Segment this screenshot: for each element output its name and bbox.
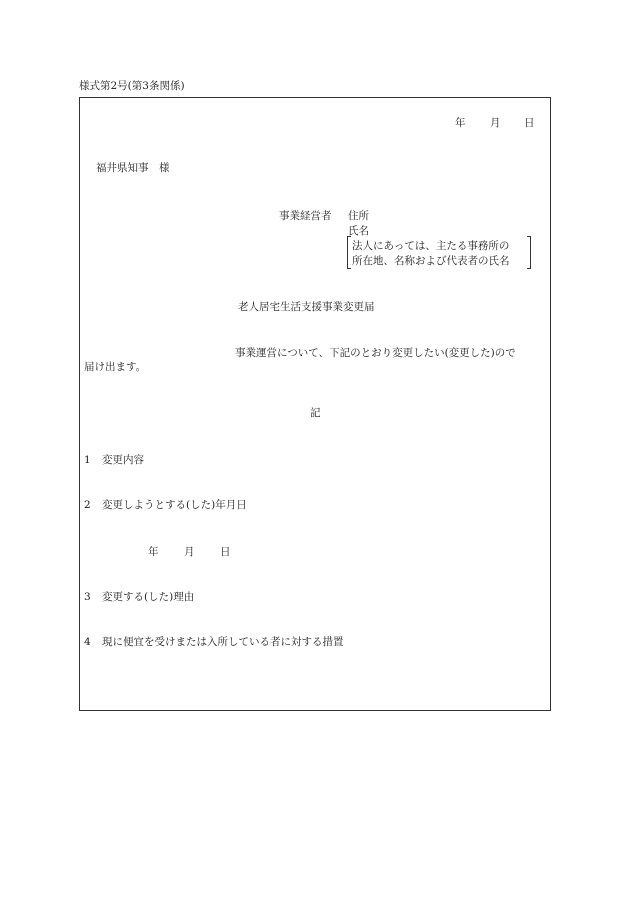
ki-heading: 記: [310, 407, 321, 419]
change-date-month-label: 月: [184, 546, 195, 558]
item-3-number: 3: [84, 591, 91, 603]
date-month-label: 月: [490, 117, 501, 129]
addressee: 福井県知事 様: [96, 162, 170, 174]
item-1-number: 1: [84, 454, 91, 466]
corporate-note-line2: 所在地、名称および代表者の氏名: [352, 255, 510, 267]
item-3-text: 変更する(した)理由: [102, 591, 195, 603]
change-date-day-label: 日: [220, 546, 231, 558]
applicant-label: 事業経営者: [279, 210, 332, 222]
document-title: 老人居宅生活支援事業変更届: [238, 301, 375, 313]
item-4-text: 現に便宜を受けまたは入所している者に対する措置: [102, 636, 344, 648]
body-line-2: 届け出ます。: [84, 361, 147, 373]
form-frame: [79, 97, 551, 711]
body-line-1: 事業運営について、下記のとおり変更したい(変更した)ので: [235, 347, 516, 359]
item-1-text: 変更内容: [102, 454, 144, 466]
date-year-label: 年: [455, 117, 466, 129]
name-label: 氏名: [348, 225, 369, 237]
item-2-text: 変更しようとする(した)年月日: [102, 499, 247, 511]
change-date-year-label: 年: [148, 546, 159, 558]
form-number-title: 様式第2号(第3条関係): [79, 80, 185, 92]
item-4-number: 4: [84, 636, 91, 648]
date-day-label: 日: [524, 117, 535, 129]
corporate-note-line1: 法人にあっては、主たる事務所の: [352, 240, 510, 252]
item-2-number: 2: [84, 499, 91, 511]
address-label: 住所: [348, 210, 369, 222]
